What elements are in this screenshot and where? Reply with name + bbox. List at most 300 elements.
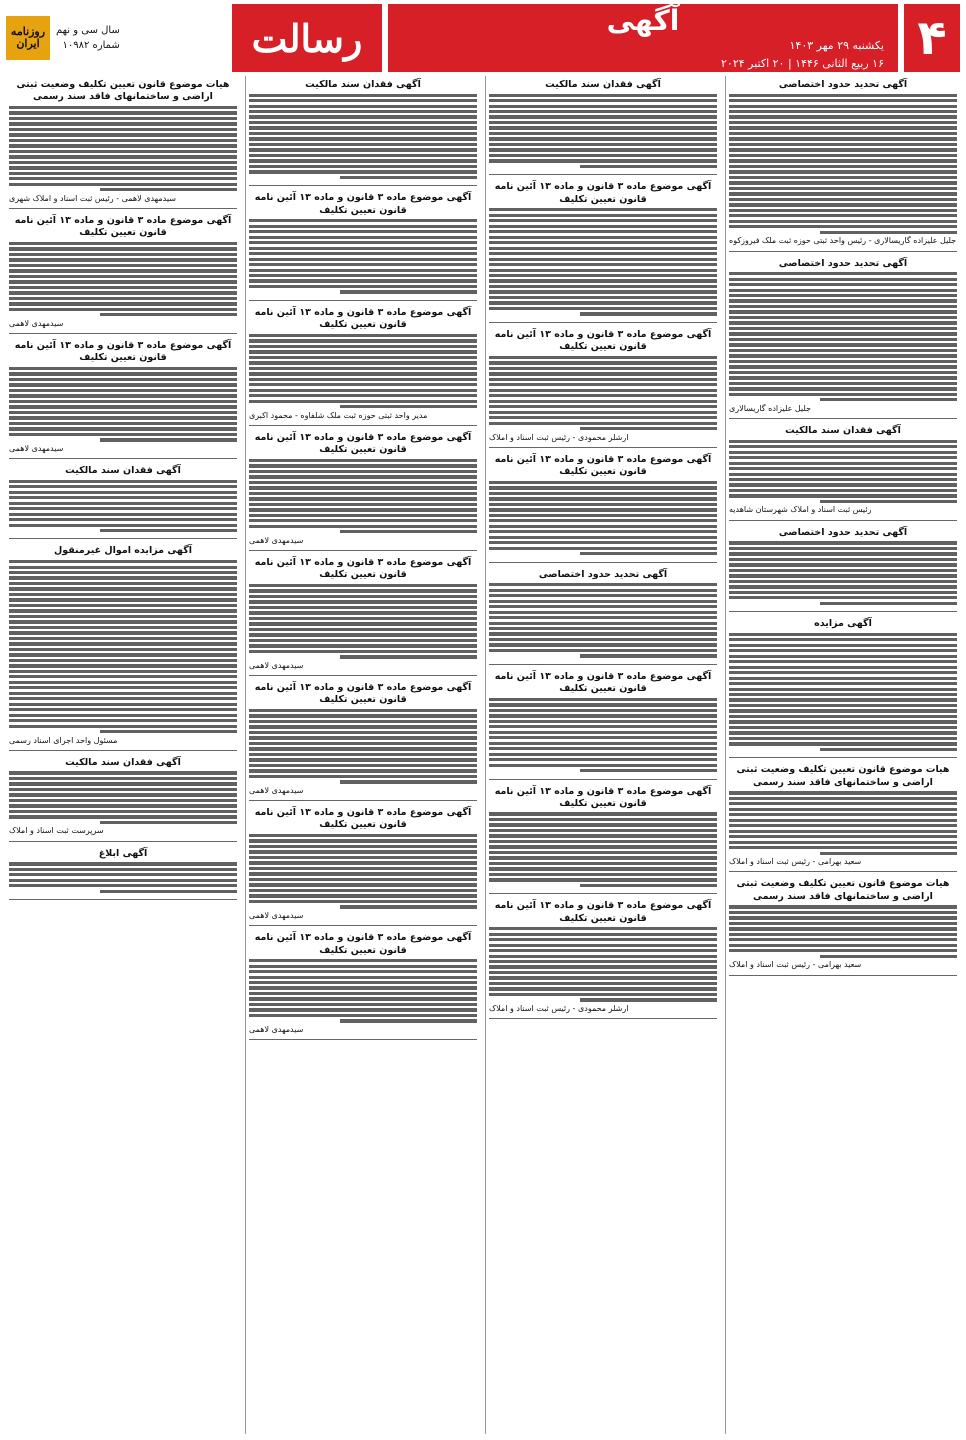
ad-text-line [9,183,237,186]
ad-text-line [489,508,717,511]
ad-signature: سیدمهدی لاهمی - رئیس ثبت اسناد و املاک شهری [9,193,176,203]
ad-text-line [249,170,477,173]
ad-text-line [729,633,957,636]
ad-text-line [340,176,477,179]
small-logo-line-2: ایران [16,37,40,50]
ad-text-line [9,308,237,311]
masthead [6,4,960,72]
ad-text-line [729,299,957,302]
ad-text-line [249,503,477,506]
ad-block [249,554,477,676]
ad-text-line [489,649,717,652]
ad-text-line [9,793,237,796]
ad-text-line [340,1019,477,1022]
ad-title: آگهی موضوع ماده ۳ قانون و ماده ۱۳ آئین نامه قانون تعیین تکلیف [494,670,712,695]
ad-text-line [729,644,957,647]
ad-text-line [489,143,717,146]
ad-text-line [9,593,237,596]
ad-text-line [489,361,717,364]
ad-text-line [9,884,237,887]
ad-text-line [249,617,477,620]
ad-text-line [9,670,237,673]
ad-title: هیات موضوع قانون تعیین تکلیف وضعیت ثبتی اراضی و ساختمانهای فاقد سند رسمی [736,764,950,788]
ad-text-line [729,170,957,173]
ad-text-line [729,473,957,476]
ad-text-line [9,433,237,436]
ad-text-line [9,518,237,521]
ad-text-line [249,345,477,348]
ad-title: آگهی تحدید حدود اختصاصی [778,526,908,538]
ad-text-line [489,616,717,619]
ad-text-line [489,356,717,359]
ad-text-line [489,121,717,124]
issue-year: سال سی و نهم [56,25,120,36]
ad-text-line [9,400,237,403]
ad-signature: سعید بهرامی - رئیس ثبت اسناد و املاک [729,857,862,867]
ad-text-line [9,782,237,785]
ad-text-line [729,489,957,492]
ad-text-line [729,209,957,212]
ad-text-line [489,611,717,614]
ad-text-line [9,637,237,640]
ad-text-line [729,278,957,281]
ad-text-line [489,944,717,947]
ad-text-line [729,289,957,292]
ad-text-line [249,481,477,484]
ad-text-line [489,279,717,282]
ad-text-line [9,416,237,419]
ad-text-line [249,834,477,837]
ad-text-line [9,664,237,667]
ad-text-line [489,725,717,728]
ad-text-line [489,976,717,979]
ad-text-line [249,839,477,842]
ad-text-line [249,285,477,288]
ad-text-line [729,440,957,443]
ad-text-line [249,475,477,478]
ad-text-line [9,692,237,695]
ad-text-line [9,264,237,267]
ad-title: آگهی موضوع ماده ۳ قانون و ماده ۱۳ آئین نامه قانون تعیین تکلیف [14,215,232,239]
ad-text-line [580,998,717,1001]
ad-block [489,668,717,780]
ad-text-line [729,580,957,583]
ad-title: آگهی موضوع ماده ۳ قانون و ماده ۱۳ آئین نامه قانون تعیین تکلیف [254,306,472,331]
ad-text-line [489,856,717,859]
ad-text-line [340,530,477,533]
ad-text-line [489,878,717,881]
ad-text-line [489,137,717,140]
ad-text-line [9,582,237,585]
ad-text-line [489,208,717,211]
ad-title: آگهی موضوع ماده ۳ قانون و ماده ۱۳ آئین نامه قانون تعیین تکلیف [254,192,472,216]
ad-title: آگهی موضوع ماده ۳ قانون و ماده ۱۳ آئین نامه قانون تعیین تکلیف [14,340,232,364]
ad-text-line [729,671,957,674]
ad-column [245,76,480,1434]
ad-text-line [729,143,957,146]
ad-text-line [489,698,717,701]
ad-title: آگهی تحدید حدود اختصاصی [778,257,908,269]
ad-title: آگهی موضوع ماده ۳ قانون و ماده ۱۳ آئین نامه قانون تعیین تکلیف [254,431,472,456]
ad-text-line [249,159,477,162]
ad-text-line [729,569,957,572]
ad-text-line [249,622,477,625]
ad-text-line [729,272,957,275]
ad-text-line [9,485,237,488]
ad-text-line [489,627,717,630]
ad-text-line [249,600,477,603]
ad-text-line [580,165,717,168]
ad-text-line [9,771,237,774]
ad-text-line [249,110,477,113]
ad-text-line [489,99,717,102]
ad-title: آگهی موضوع ماده ۳ قانون و ماده ۱۳ آئین نامه قانون تعیین تکلیف [254,557,472,581]
ad-text-line [489,247,717,250]
ad-block [489,897,717,1019]
ad-text-line [9,422,237,425]
ad-text-line [729,808,957,811]
ad-text-line [580,769,717,772]
ad-text-line [489,600,717,603]
ad-block [9,845,237,900]
ad-text-line [100,730,237,733]
ad-text-line [489,753,717,756]
ad-text-line [729,666,957,669]
ad-text-line [249,383,477,386]
ad-text-line [489,605,717,608]
ad-text-line [249,165,477,168]
ad-text-line [729,321,957,324]
ad-text-line [249,997,477,1000]
ad-text-line [489,938,717,941]
ad-text-line [489,840,717,843]
ad-block [729,255,957,420]
ad-text-line [489,834,717,837]
ad-text-line [9,681,237,684]
ad-text-line [9,286,237,289]
ad-text-line [9,367,237,370]
ad-text-line [489,632,717,635]
ad-text-line [9,155,237,158]
ad-text-line [729,944,957,947]
ad-text-line [249,514,477,517]
ad-text-line [249,965,477,968]
ad-text-line [729,938,957,941]
ad-text-line [729,338,957,341]
ad-text-line [489,547,717,550]
ad-text-line [489,955,717,958]
ad-text-line [249,519,477,522]
ad-block [489,178,717,323]
ad-text-line [100,313,237,316]
ad-title: هیات موضوع قانون تعیین تکلیف وضعیت ثبتی اراضی و ساختمانهای فاقد سند رسمی [736,878,950,902]
ad-text-line [249,105,477,108]
ad-text-line [489,742,717,745]
ad-text-line [729,797,957,800]
ad-text-line [820,748,957,751]
ad-text-line [9,524,237,527]
ad-text-line [489,720,717,723]
section-header [388,4,898,72]
ad-title: آگهی موضوع ماده ۳ قانون و ماده ۱۳ آئین نامه قانون تعیین تکلیف [494,785,712,809]
ad-text-line [729,541,957,544]
ad-text-line [249,400,477,403]
ad-text-line [9,394,237,397]
ad-text-line [9,502,237,505]
ad-text-line [249,856,477,859]
ad-block [9,337,237,459]
ad-text-line [489,154,717,157]
ad-text-line [9,648,237,651]
ad-text-line [729,137,957,140]
ad-text-line [489,492,717,495]
ad-text-line [489,812,717,815]
ad-text-line [9,177,237,180]
ad-text-line [249,1014,477,1017]
ad-text-line [249,497,477,500]
ad-text-line [489,367,717,370]
ad-text-line [729,846,957,849]
ad-text-line [729,192,957,195]
ad-text-line [9,873,237,876]
ad-text-line [489,503,717,506]
ad-text-line [489,530,717,533]
ad-title: آگهی موضوع ماده ۳ قانون و ماده ۱۳ آئین نامه قانون تعیین تکلیف [254,682,472,706]
ad-title: آگهی موضوع ماده ۳ قانون و ماده ۱۳ آئین نامه قانون تعیین تکلیف [254,932,472,956]
ad-text-line [9,150,237,153]
ad-text-line [729,494,957,497]
ad-text-line [9,626,237,629]
ad-block [9,76,237,209]
ad-block [249,429,477,551]
ad-signature: سیدمهدی لاهمی [249,785,304,795]
ad-text-line [249,650,477,653]
ad-text-line [100,529,237,532]
ad-signature: سیدمهدی لاهمی [249,660,304,670]
ad-text-line [9,697,237,700]
ad-text-line [249,154,477,157]
ad-text-line [249,1008,477,1011]
ad-text-line [9,799,237,802]
ad-title: آگهی فقدان سند مالکیت [305,79,421,90]
ad-text-line [489,126,717,129]
ad-text-line [249,1003,477,1006]
ad-text-line [9,810,237,813]
ad-text-line [489,638,717,641]
ad-block [249,929,477,1040]
ad-text-line [820,500,957,503]
ad-text-line [489,405,717,408]
ad-text-line [489,829,717,832]
ad-text-line [489,594,717,597]
ad-text-line [489,269,717,272]
ad-text-line [729,332,957,335]
ad-text-line [249,394,477,397]
ad-text-line [249,367,477,370]
ad-text-line [489,486,717,489]
ad-text-line [580,654,717,657]
ad-text-line [489,993,717,996]
ad-text-line [729,327,957,330]
ad-title: آگهی فقدان سند مالکیت [65,756,181,768]
ad-text-line [9,172,237,175]
ad-block [729,615,957,758]
ad-text-line [729,283,957,286]
ad-text-line [340,905,477,908]
ad-text-line [820,602,957,605]
ad-text-line [9,389,237,392]
ad-text-line [9,253,237,256]
ad-text-line [340,290,477,293]
ad-text-line [9,862,237,865]
ad-text-line [489,949,717,952]
ad-text-line [249,981,477,984]
ad-text-line [489,389,717,392]
ad-column [6,76,240,1434]
ad-block [249,189,477,301]
ad-block [9,754,237,842]
page-number: ۴ [904,4,960,72]
ad-text-line [249,845,477,848]
ad-text-line [9,291,237,294]
ad-text-line [729,677,957,680]
ad-text-line [489,514,717,517]
ad-text-line [249,459,477,462]
ad-text-line [489,422,717,425]
ad-text-line [249,94,477,97]
ad-text-line [9,496,237,499]
ad-text-line [489,927,717,930]
ad-text-line [729,105,957,108]
ad-signature: ارشلر محمودی - رئیس ثبت اسناد و املاک [489,1003,629,1013]
ad-text-line [9,815,237,818]
ad-text-line [729,316,957,319]
ad-text-line [489,960,717,963]
ad-text-line [9,269,237,272]
ad-text-line [820,398,957,401]
ad-text-line [489,589,717,592]
ad-text-line [729,933,957,936]
ad-text-line [729,791,957,794]
ad-text-line [249,709,477,712]
ad-text-line [729,596,957,599]
ad-text-line [9,491,237,494]
ad-signature: جلیل علیزاده گاریسالاری - رئیس واحد ثبتی حوزه ثبت ملک فیروزکوه [729,236,957,246]
ad-title: آگهی فقدان سند مالکیت [785,425,901,437]
ad-block [249,76,477,186]
ad-text-line [249,334,477,337]
ad-text-line [729,115,957,118]
ad-text-line [9,139,237,142]
ad-text-line [489,115,717,118]
ad-block [489,451,717,563]
ad-column [725,76,960,1434]
ad-text-line [249,725,477,728]
ad-text-line [9,804,237,807]
ad-text-line [729,698,957,701]
ad-signature: سیدمهدی لاهمی [9,318,64,328]
ad-text-line [489,541,717,544]
ad-title: هیات موضوع قانون تعیین تکلیف وضعیت ثبتی اراضی و ساختمانهای فاقد سند رسمی [16,79,230,103]
ad-text-line [489,94,717,97]
ad-text-line [489,862,717,865]
ad-text-line [729,483,957,486]
ad-block [489,566,717,665]
ad-text-line [489,736,717,739]
ad-text-line [729,949,957,952]
ad-text-line [249,263,477,266]
ad-text-line [9,576,237,579]
ad-text-line [729,655,957,658]
ad-text-line [9,675,237,678]
ad-text-line [9,703,237,706]
ad-text-line [729,835,957,838]
ad-text-line [9,868,237,871]
ad-text-line [249,633,477,636]
ad-text-line [249,492,477,495]
ad-text-line [729,294,957,297]
ad-text-line [9,631,237,634]
newspaper-logo: رسالت [232,4,382,72]
ad-text-line [729,214,957,217]
ad-title: آگهی تحدید حدود اختصاصی [538,568,668,580]
ad-text-line [489,296,717,299]
ad-text-line [249,867,477,870]
ad-title: آگهی موضوع ماده ۳ قانون و ماده ۱۳ آئین نامه قانون تعیین تکلیف [494,453,712,478]
ad-text-line [9,280,237,283]
ad-text-line [9,297,237,300]
ad-signature: رئیس ثبت اسناد و املاک شهرستان شاهدیه [729,505,872,515]
ad-text-line [729,638,957,641]
ad-text-line [489,525,717,528]
ad-text-line [249,389,477,392]
ad-text-line [729,132,957,135]
ad-text-line [9,507,237,510]
ad-text-line [9,144,237,147]
ad-text-line [9,719,237,722]
ad-text-line [729,547,957,550]
ad-text-line [729,467,957,470]
ad-text-line [489,252,717,255]
ad-text-line [729,682,957,685]
ad-block [489,783,717,895]
ad-text-line [489,873,717,876]
date-line-1: یکشنبه ۲۹ مهر ۱۴۰۳ [789,38,884,52]
ad-signature: سیدمهدی لاهمی [249,535,304,545]
ad-text-line [729,927,957,930]
ad-text-line [729,905,957,908]
ad-text-line [729,198,957,201]
ad-text-line [249,775,477,778]
ad-text-line [9,609,237,612]
ad-text-line [249,753,477,756]
ad-columns [6,76,960,1434]
ad-text-line [249,872,477,875]
ad-text-line [249,970,477,973]
ad-block [489,76,717,175]
ad-text-line [249,356,477,359]
ad-text-line [249,274,477,277]
ad-block [249,804,477,926]
ad-text-line [340,405,477,408]
ad-text-line [249,769,477,772]
ad-text-line [729,159,957,162]
ad-signature: ارشلر محمودی - رئیس ثبت اسناد و املاک [489,432,629,442]
ad-text-line [100,821,237,824]
ad-text-line [729,310,957,313]
ad-text-line [249,115,477,118]
ad-text-line [729,824,957,827]
